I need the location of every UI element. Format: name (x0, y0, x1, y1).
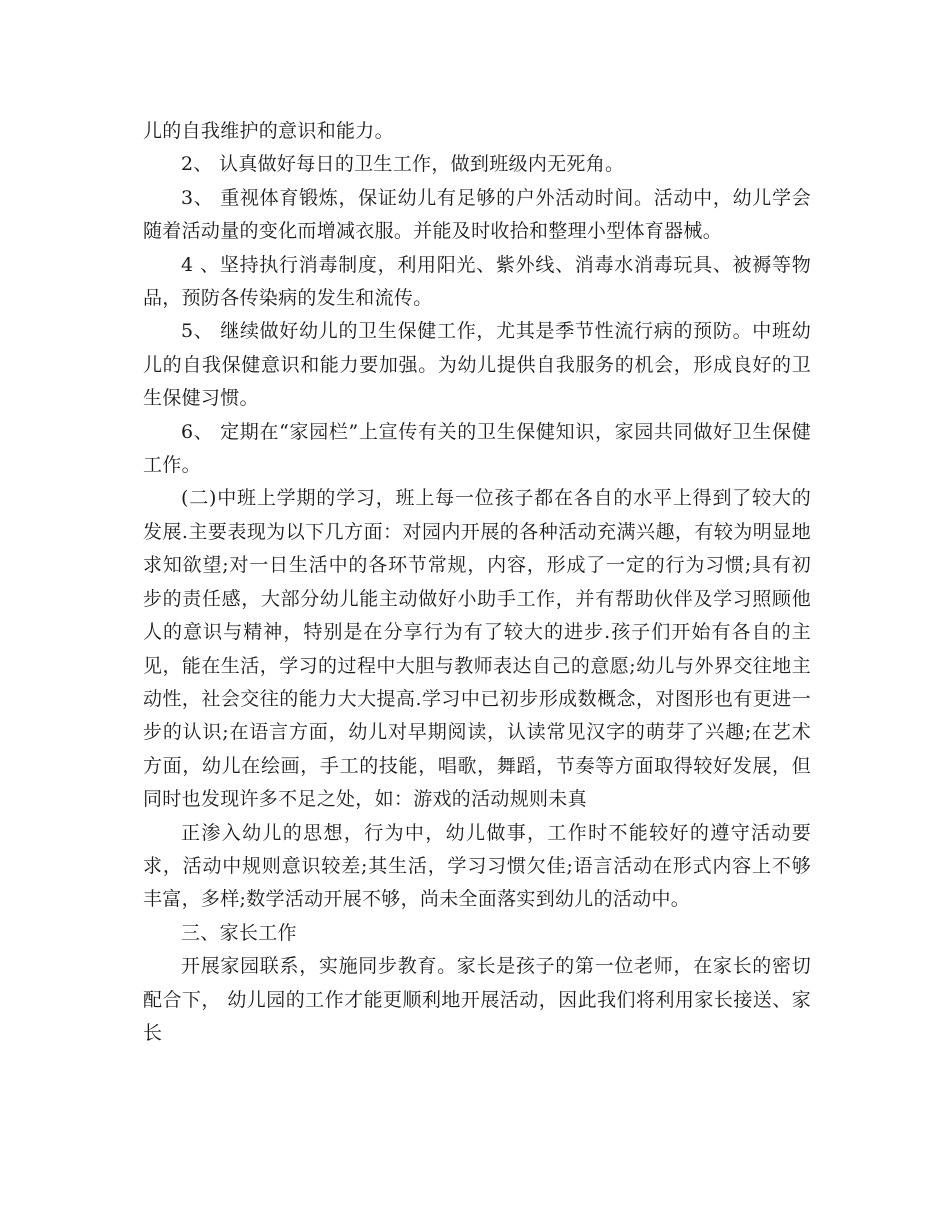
paragraph: 正渗入幼儿的思想，行为中，幼儿做事，工作时不能较好的遵守活动要求，活动中规则意识较差;其生活，学习习惯欠佳;语言活动在形式内容上不够丰富，多样;数学活动开展不够，尚未全面落实到幼儿的活动中。 (143, 821, 811, 911)
paragraph: 5、 继续做好幼儿的卫生保健工作，尤其是季节性流行病的预防。中班幼儿的自我保健意识和能力要加强。为幼儿提供自我服务的机会，形成良好的卫生保健习惯。 (143, 320, 811, 410)
paragraph: 2、 认真做好每日的卫生工作，做到班级内无死角。 (181, 153, 625, 176)
paragraph: (二)中班上学期的学习，班上每一位孩子都在各自的水平上得到了较大的发展.主要表现为以下几方面：对园内开展的各种活动充满兴趣，有较为明显地求知欲望;对一日生活中的各环节常规，内容，形成了一定的行为习惯;具有初步的责任感，大部分幼儿能主动做好小助手工作，并有帮助伙伴及学习照顾他人的意识与精神，特别是在分享行为有了较大的进步.孩子们开始有各自的主见，能在生活，学习的过程中大胆与教师表达自己的意愿;幼儿与外界交往地主动性，社会交往的能力大大提高.学习中已初步形成数概念，对图形也有更进一步的认识;在语言方面，幼儿对早期阅读，认读常见汉字的萌芽了兴趣;在艺术方面，幼儿在绘画，手工的技能，唱歌，舞蹈，节奏等方面取得较好发展，但同时也发现许多不足之处，如：游戏的活动规则未真 (143, 487, 811, 811)
document-body (143, 115, 811, 1050)
paragraph: 6、 定期在“家园栏”上宣传有关的卫生保健知识，家园共同做好卫生保健工作。 (143, 420, 811, 477)
paragraph: 4 、坚持执行消毒制度，利用阳光、紫外线、消毒水消毒玩具、被褥等物品，预防各传染病的发生和流传。 (143, 253, 811, 310)
paragraph: 3、 重视体育锻炼，保证幼儿有足够的户外活动时间。活动中，幼儿学会随着活动量的变化而增减衣服。并能及时收拾和整理小型体育器械。 (143, 186, 811, 243)
paragraph: 三、家长工作 (181, 921, 297, 944)
paragraph: 开展家园联系，实施同步教育。家长是孩子的第一位老师，在家长的密切配合下， 幼儿园的工作才能更顺利地开展活动，因此我们将利用家长接送、家长 (143, 955, 811, 1044)
paragraph: 儿的自我维护的意识和能力。 (143, 120, 394, 142)
